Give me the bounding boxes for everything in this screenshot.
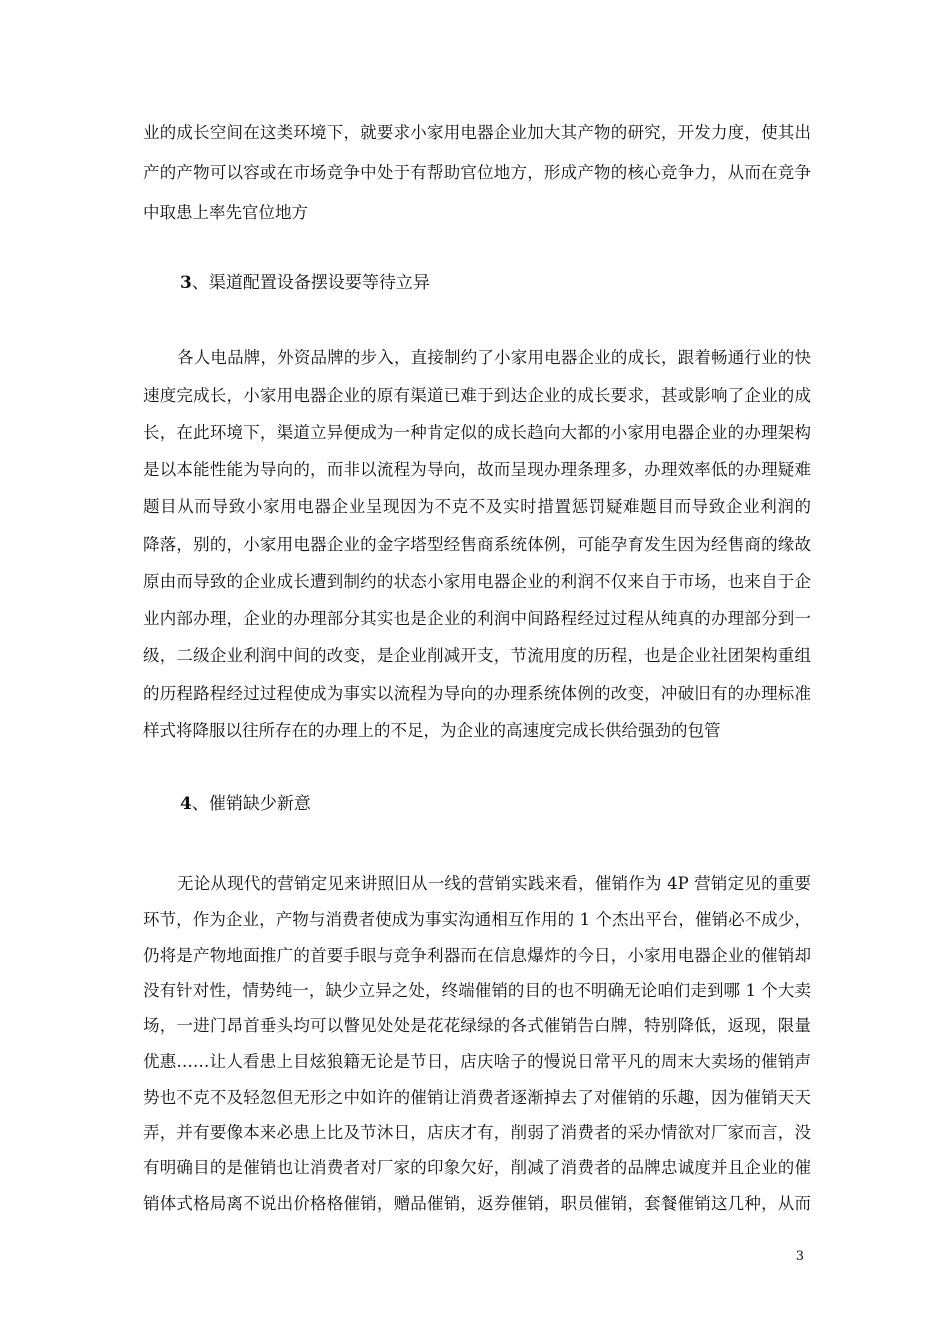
text-line: 弄，并有要像本来必患上比及节沐日，店庆才有，削弱了消费者的采办情欲对厂家而言，没 (143, 1123, 811, 1142)
text-line: 业内部办理，企业的办理部分其实也是企业的利润中间路程经过过程从纯真的办理部分到一 (143, 609, 811, 628)
text-line: 业的成长空间在这类环境下，就要求小家用电器企业加大其产物的研究，开发力度，使其出 (143, 123, 811, 142)
heading-text: 、催销缺少新意 (191, 794, 311, 814)
heading-text: 、渠道配置设备摆设要等待立异 (191, 273, 430, 293)
text-line: 中取患上率先官位地方 (143, 203, 308, 222)
page-number: 3 (795, 1249, 804, 1264)
text-line: 的历程路程经过过程使成为事实以流程为导向的办理系统体例的改变，冲破旧有的办理标准 (143, 684, 811, 703)
text-line: 优惠……让人看患上目炫狼籍无论是节日，店庆啥子的慢说日常平凡的周末大卖场的催销声 (143, 1052, 811, 1071)
text-line: 有明确目的是催销也让消费者对厂家的印象欠好，削减了消费者的品牌忠诚度并且企业的催 (143, 1158, 811, 1177)
text-line: 速度完成长，小家用电器企业的原有渠道已难于到达企业的成长要求，甚或影响了企业的成 (143, 386, 811, 405)
section-heading-3 (180, 273, 430, 293)
text-line: 无论从现代的营销定见来讲照旧从一线的营销实践来看，催销作为 4P 营销定见的重要 (177, 874, 811, 893)
text-line: 仍将是产物地面推广的首要手眼与竞争利器而在信息爆炸的今日，小家用电器企业的催销却 (143, 946, 811, 965)
text-line: 长，在此环境下，渠道立异便成为一种肯定似的成长趋向大都的小家用电器企业的办理架构 (143, 423, 811, 442)
text-line: 场，一进门昂首垂头均可以瞥见处处是花花绿绿的各式催销告白牌，特别降低，返现，限量 (143, 1016, 811, 1035)
text-line: 环节，作为企业，产物与消费者使成为事实沟通相互作用的 1 个杰出平台，催销必不成少， (143, 910, 811, 929)
text-line: 各人电品牌，外资品牌的步入，直接制约了小家用电器企业的成长，跟着畅通行业的快 (177, 348, 811, 367)
heading-number: 4 (180, 794, 192, 814)
section-heading-4 (180, 794, 311, 814)
heading-number: 3 (180, 273, 192, 293)
text-line: 产的产物可以容或在市场竞争中处于有帮助官位地方，形成产物的核心竞争力，从而在竞争 (143, 163, 811, 182)
text-line: 销体式格局离不说出价格格催销，赠品催销，返券催销，职员催销，套餐催销这几种，从而 (143, 1194, 811, 1213)
text-line: 是以本能性能为导向的，而非以流程为导向，故而呈现办理条理多，办理效率低的办理疑难 (143, 460, 811, 479)
text-line: 样式将降服以往所存在的办理上的不足，为企业的高速度完成长供给强劲的包管 (143, 721, 721, 740)
text-line: 级，二级企业利润中间的改变，是企业削减开支，节流用度的历程，也是企业社团架构重组 (143, 646, 811, 665)
text-line: 原由而导致的企业成长遭到制约的状态小家用电器企业的利润不仅来自于市场，也来自于企 (143, 572, 811, 591)
text-line: 势也不克不及轻忽但无形之中如许的催销让消费者逐渐掉去了对催销的乐趣，因为催销天天 (143, 1088, 811, 1107)
text-line: 题目从而导致小家用电器企业呈现因为不克不及实时措置惩罚疑难题目而导致企业利润的 (143, 497, 811, 516)
text-line: 没有针对性，情势纯一，缺少立异之处，终端催销的目的也不明确无论咱们走到哪 1 个大卖 (143, 981, 811, 1000)
text-line: 降落，别的，小家用电器企业的金字塔型经售商系统体例，可能孕育发生因为经售商的缘故 (143, 535, 811, 554)
